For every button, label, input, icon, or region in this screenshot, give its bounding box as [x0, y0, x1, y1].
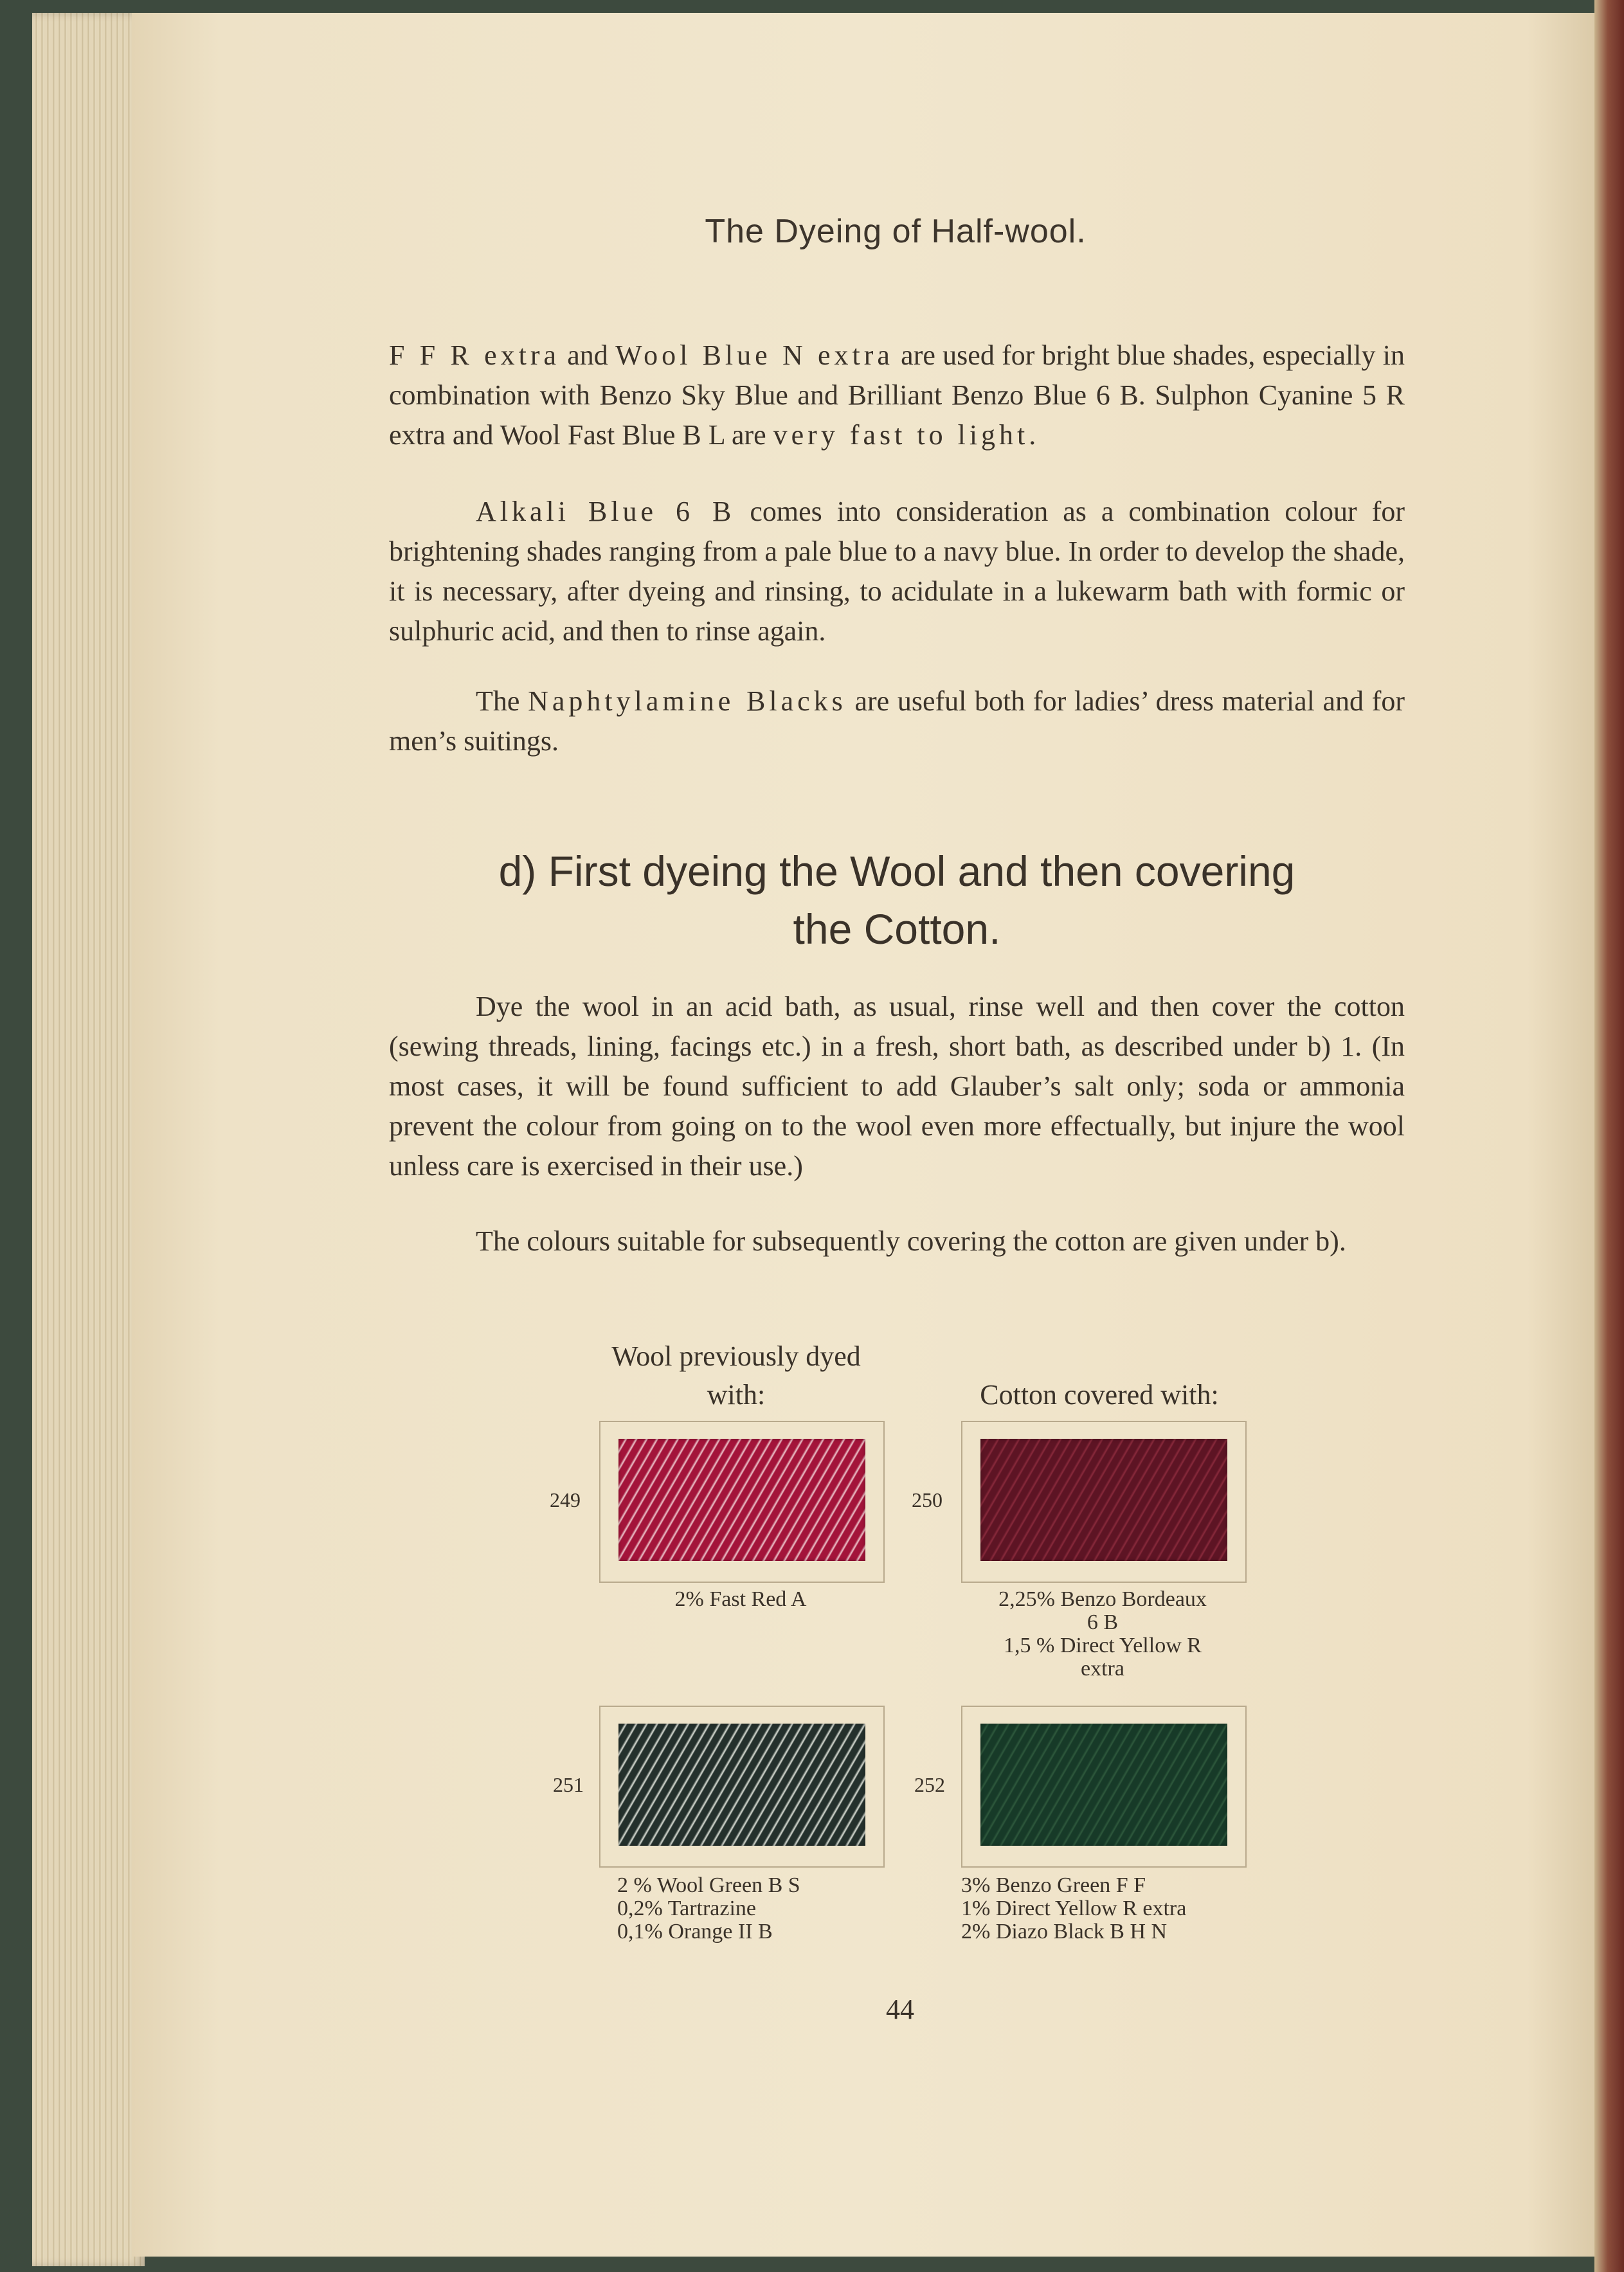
paragraph-text: The	[476, 685, 528, 717]
spaced-text: F F R extra	[389, 339, 561, 371]
caption-line: extra	[1081, 1657, 1124, 1681]
caption-line: 0,2% Tartrazine	[617, 1897, 757, 1920]
fabric-swatch	[618, 1724, 865, 1846]
cotton-column-heading: Cotton covered with:	[980, 1379, 1219, 1411]
page-number: 44	[886, 1994, 914, 2025]
paragraph-text: are used for bright blue shades, especially in combination with Benzo Sky Blue and Brilliant Benzo Blue 6 B. Sulphon Cyanine 5 R extra and Wool Fast Blue B L are	[389, 339, 1405, 451]
caption-line: 2,25% Benzo Bordeaux	[998, 1587, 1207, 1611]
paragraph-5	[389, 1222, 1405, 1261]
wool-column-heading-line-1: Wool previously dyed	[611, 1340, 861, 1372]
page-edges	[32, 13, 145, 2266]
section-heading	[389, 842, 1405, 958]
fabric-swatch	[618, 1439, 865, 1561]
paragraph-1	[389, 336, 1405, 455]
spaced-text: Alkali Blue 6 B	[476, 496, 735, 527]
sample-number: 251	[553, 1773, 584, 1796]
running-head: The Dyeing of Half-wool.	[705, 213, 1087, 250]
caption-line: 2% Fast Red A	[674, 1587, 807, 1611]
sample-number: 250	[912, 1488, 943, 1511]
spaced-text: very fast to light.	[773, 419, 1040, 451]
sample-caption	[961, 1588, 1244, 1681]
fabric-swatch	[980, 1724, 1227, 1846]
paragraph-4	[389, 987, 1405, 1186]
caption-line: 0,1% Orange II B	[617, 1920, 773, 1943]
caption-line: 1% Direct Yellow R extra	[961, 1897, 1187, 1920]
paragraph-text: comes into consideration as a combination colour for brightening shades ranging from a pale blue to a navy blue. In order to develop the shade, it is necessary, after dyeing and rinsing, to acidulate in a lukewarm bath with formic or sulphuric acid, and then to rinse again.	[389, 496, 1405, 647]
caption-line: 2 % Wool Green B S	[617, 1873, 800, 1897]
section-heading-line-2: the Cotton.	[793, 905, 1001, 953]
sample-frame	[599, 1706, 885, 1868]
spaced-text: Naphtylamine Blacks	[528, 685, 847, 717]
book-cover-edge	[1594, 0, 1624, 2272]
sample-frame	[961, 1706, 1247, 1868]
paragraph-text: The colours suitable for subsequently covering the cotton are given under b).	[476, 1225, 1346, 1257]
paragraph-3	[389, 681, 1405, 761]
fabric-swatch	[980, 1439, 1227, 1561]
paragraph-text: are useful both for ladies’ dress material and for men’s suitings.	[389, 685, 1405, 757]
sample-frame	[599, 1421, 885, 1583]
wool-column-heading-line-2: with:	[707, 1379, 766, 1411]
caption-line: 3% Benzo Green F F	[961, 1873, 1146, 1897]
caption-line: 1,5 % Direct Yellow R	[1004, 1634, 1202, 1657]
spaced-text: Wool Blue N extra	[615, 339, 894, 371]
sample-number: 249	[550, 1488, 581, 1511]
sample-caption	[617, 1874, 800, 1943]
sample-caption	[961, 1874, 1186, 1943]
section-heading-line-1: d) First dyeing the Wool and then covering	[498, 847, 1295, 895]
paragraph-text: and	[560, 339, 616, 371]
paragraph-2	[389, 492, 1405, 651]
sample-frame	[961, 1421, 1247, 1583]
caption-line: 6 B	[1087, 1610, 1119, 1634]
sample-number: 252	[914, 1773, 945, 1796]
paragraph-text: Dye the wool in an acid bath, as usual, rinse well and then cover the cotton (sewing threads, lining, facings etc.) in a fresh, short bath, as described under b) 1. (In most cases, it will be found sufficient to add Glauber’s salt only; soda or ammonia prevent the colour from going on to the wool even more effectually, but injure the wool unless care is exercised in their use.)	[389, 991, 1405, 1182]
wool-column-heading	[566, 1337, 907, 1414]
caption-line: 2% Diazo Black B H N	[961, 1920, 1168, 1943]
sample-caption	[599, 1588, 882, 1611]
